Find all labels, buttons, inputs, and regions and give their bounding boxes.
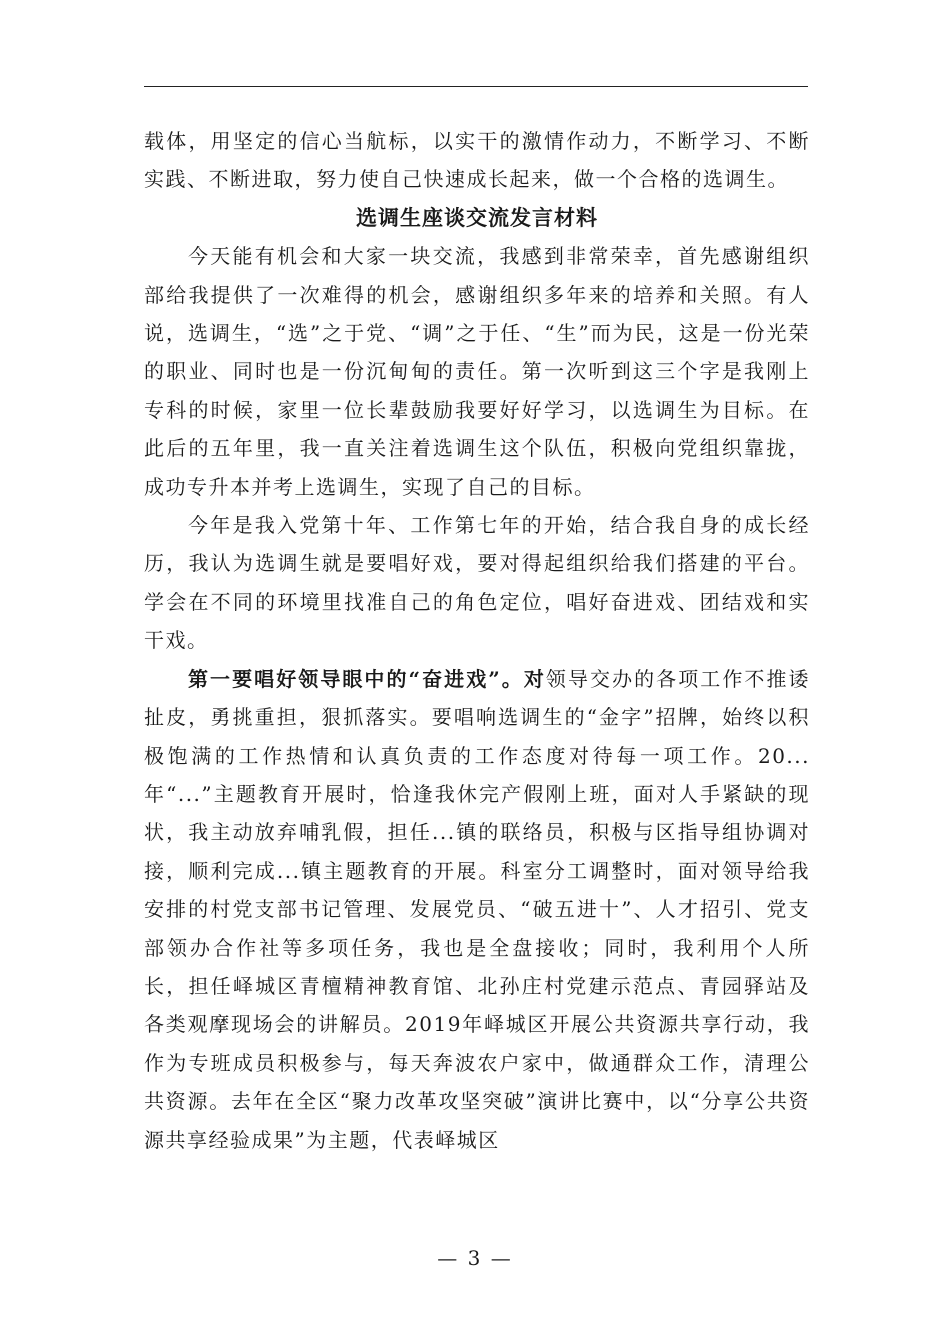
document-title: 选调生座谈交流发言材料 <box>356 204 598 230</box>
first-point-body: 领导交办的各项工作不推诿扯皮，勇挑重担，狠抓落实。要唱响选调生的“金字”招牌，始终以积极饱满的工作热情和认真负责的工作态度对待每一项工作。20...年“...”主题教育开展时，恰逢我休完产假刚上班，面对人手紧缺的现状，我主动放弃哺乳假，担任...镇的联络员，积极与区指导组协调对接，顺利完成...镇主题教育的开展。科室分工调整时，面对领导给我安排的村党支部书记管理、发展党员、“破五进十”、人才招引、党支部领办合作社等多项任务，我也是全盘接收；同时，我利用个人所长，担任峄城区青檀精神教育馆、北孙庄村党建示范点、青园驿站及各类观摩现场会的讲解员。2019年峄城区开展公共资源共享行动，我作为专班成员积极参与，每天奔波农户家中，做通群众工作，清理公共资源。去年在全区“聚力改革攻坚突破”演讲比赛中，以“分享公共资源共享经验成果”为主题，代表峄城区 <box>144 666 811 1152</box>
header-rule <box>144 86 808 87</box>
first-point-heading: 第一要唱好领导眼中的“奋进戏”。对 <box>188 666 546 691</box>
page-number: — 3 — <box>437 1246 513 1270</box>
continuation-paragraph: 载体，用坚定的信心当航标，以实干的激情作动力，不断学习、不断实践、不断进取，努力使自己快速成长起来，做一个合格的选调生。 <box>144 129 810 192</box>
paragraph-first-point <box>144 660 810 1159</box>
paragraph-intro: 今天能有机会和大家一块交流，我感到非常荣幸，首先感谢组织部给我提供了一次难得的机会，感谢组织多年来的培养和关照。有人说，选调生，“选”之于党、“调”之于任、“生”而为民，这是一份光荣的职业、同时也是一份沉甸甸的责任。第一次听到这三个字是我刚上专科的时候，家里一位长辈鼓励我要好好学习，以选调生为目标。在此后的五年里，我一直关注着选调生这个队伍，积极向党组织靠拢，成功专升本并考上选调生，实现了自己的目标。 <box>144 244 810 499</box>
document-body <box>144 122 810 1159</box>
paragraph-overview: 今年是我入党第十年、工作第七年的开始，结合我自身的成长经历，我认为选调生就是要唱好戏，要对得起组织给我们搭建的平台。学会在不同的环境里找准自己的角色定位，唱好奋进戏、团结戏和实干戏。 <box>144 513 810 653</box>
